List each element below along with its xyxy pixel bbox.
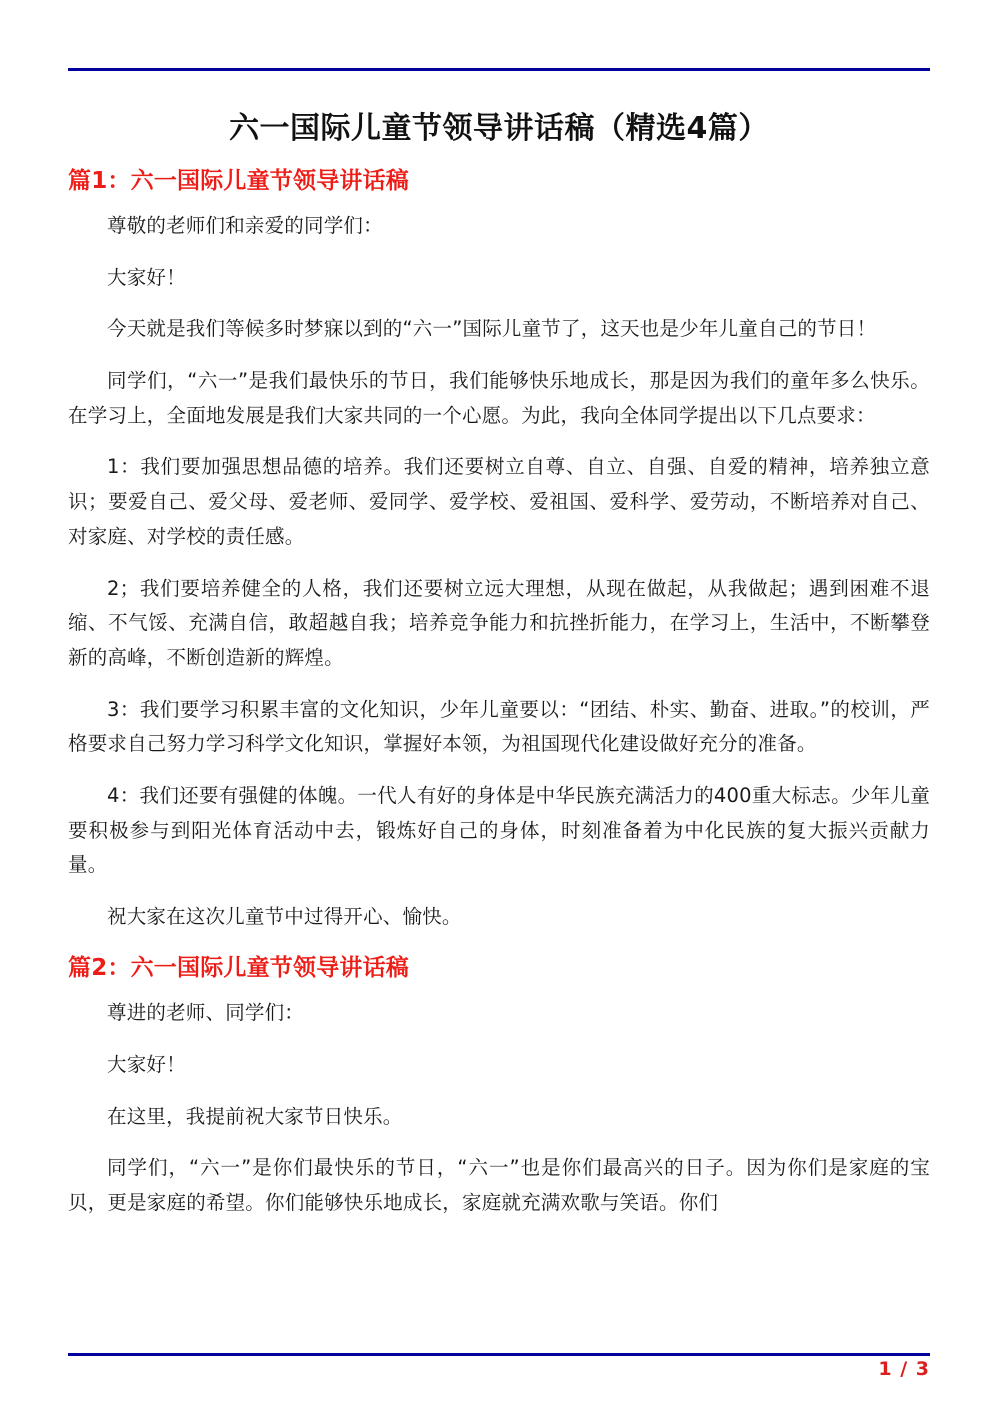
- paragraph: 在这里，我提前祝大家节日快乐。: [107, 1104, 403, 1128]
- paragraph: 尊敬的老师们和亲爱的同学们：: [107, 213, 383, 237]
- paragraph: 同学们，“六一”是我们最快乐的节日，我们能够快乐地成长，那是因为我们的童年多么快乐。在学习上，全面地发展是我们大家共同的一个心愿。为此，我向全体同学提出以下几点要求：: [68, 369, 930, 427]
- section-heading-2: 篇2：六一国际儿童节领导讲话稿: [68, 954, 410, 981]
- document-content: [68, 108, 930, 1221]
- paragraph-list-item-1: 1：我们要加强思想品德的培养。我们还要树立自尊、自立、自强、自爱的精神，培养独立意识；要爱自己、爱父母、爱老师、爱同学、爱学校、爱祖国、爱科学、爱劳动，不断培养对自己、对家庭、对学校的责任感。: [68, 455, 930, 548]
- paragraph: 今天就是我们等候多时梦寐以到的“六一”国际儿童节了，这天也是少年儿童自己的节日！: [107, 317, 877, 341]
- paragraph: 同学们，“六一”是你们最快乐的节日，“六一”也是你们最高兴的日子。因为你们是家庭的宝贝，更是家庭的希望。你们能够快乐地成长，家庭就充满欢歌与笑语。你们: [68, 1156, 930, 1215]
- page-title: 六一国际儿童节领导讲话稿（精选4篇）: [229, 111, 769, 146]
- paragraph: 祝大家在这次儿童节中过得开心、愉快。: [107, 905, 462, 929]
- page-number: 1 / 3: [878, 1358, 930, 1380]
- paragraph: 大家好！: [107, 265, 186, 289]
- section-heading-1: 篇1：六一国际儿童节领导讲话稿: [68, 167, 410, 194]
- paragraph-list-item-3: 3：我们要学习积累丰富的文化知识，少年儿童要以：“团结、朴实、勤奋、进取。”的校训，严格要求自己努力学习科学文化知识，掌握好本领，为祖国现代化建设做好充分的准备。: [68, 697, 930, 756]
- paragraph: 大家好！: [107, 1052, 186, 1076]
- paragraph: 尊进的老师、同学们：: [107, 1001, 305, 1025]
- paragraph-list-item-2: 2；我们要培养健全的人格，我们还要树立远大理想，从现在做起，从我做起；遇到困难不退缩、不气馁、充满自信，敢超越自我；培养竞争能力和抗挫折能力，在学习上，生活中，不断攀登新的高峰，不断创造新的辉煌。: [68, 576, 930, 669]
- paragraph-list-item-4: 4：我们还要有强健的体魄。一代人有好的身体是中华民族充满活力的400重大标志。少年儿童要积极参与到阳光体育活动中去，锻炼好自己的身体，时刻准备着为中化民族的复大振兴贡献力量。: [68, 784, 930, 877]
- header-rule: [68, 68, 930, 71]
- footer-rule: [68, 1353, 930, 1356]
